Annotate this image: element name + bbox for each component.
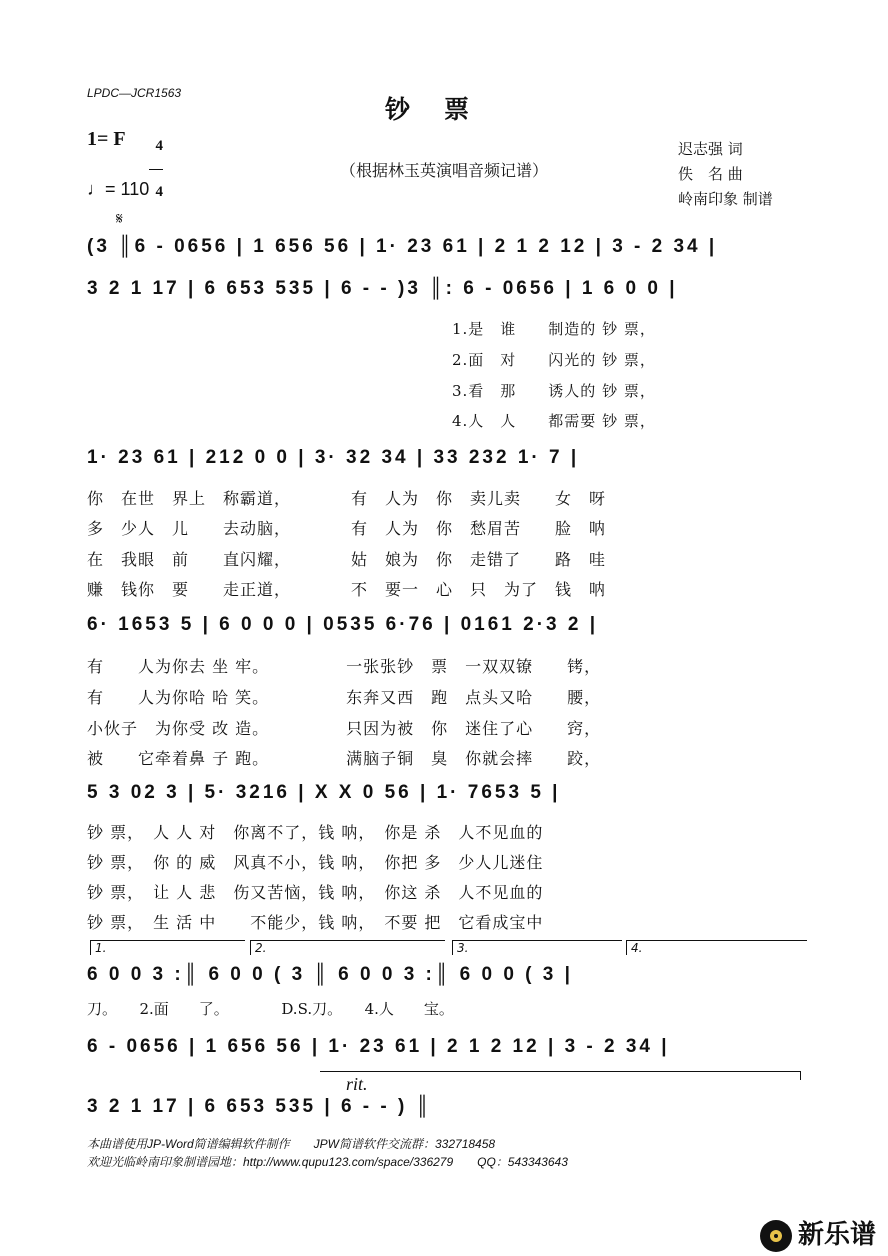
lyric-a-1: 你 在世 界上 称霸道， 有 人为 你 卖儿卖 女 呀: [87, 489, 607, 508]
ending-lyrics: 刀。 2.面 了。 D.S.刀。 4.人 宝。: [87, 1000, 454, 1018]
time-top: 4: [155, 138, 163, 154]
subtitle: （根据林玉英演唱音频记谱）: [339, 161, 548, 180]
verse-line-3: 3.看 那 诱人的 钞 票，: [452, 382, 656, 400]
footer-line-2: 欢迎光临岭南印象制谱园地：http://www.qupu123.com/space/336279 QQ：543343643: [87, 1155, 568, 1169]
lyric-a-3: 在 我眼 前 直闪耀， 姑 娘为 你 走错了 路 哇: [87, 550, 607, 569]
lyric-c-3: 钞 票， 让 人 悲 伤又苦恼，钱 呐， 你这 杀 人不见血的: [87, 883, 544, 902]
score-code: LPDC—JCR1563: [87, 86, 182, 100]
notation-row-6: 6 0 0 3 :║ 6 0 0 ( 3 ║ 6 0 0 3 :║ 6 0 0 ( 3 |: [87, 964, 573, 985]
lyric-b-1: 有 人为你去 坐 牢。 一张张钞 票 一双双镣 铐，: [87, 657, 602, 676]
lyric-c-2: 钞 票， 你 的 威 风真不小，钱 呐， 你把 多 少人儿迷住: [87, 853, 544, 872]
lyric-b-3: 小伙子 为你受 改 造。 只因为被 你 迷住了心 窍，: [87, 719, 602, 738]
segno-sign: 𝄋: [116, 209, 123, 228]
composer-credit: 佚 名 曲: [678, 165, 743, 183]
lyric-c-4: 钞 票， 生 活 中 不能少，钱 呐， 不要 把 它看成宝中: [87, 913, 544, 932]
time-bottom: 4: [155, 184, 163, 200]
notation-row-8: 3 2 1 17 | 6 653 535 | 6 - - ) ║: [87, 1096, 433, 1117]
lyricist-credit: 迟志强 词: [678, 140, 743, 158]
notation-row-2: 3 2 1 17 | 6 653 535 | 6 - - )3 ║: 6 - 0656 | 1 6 0 0 |: [87, 278, 678, 299]
rit-mark: rit.: [346, 1074, 368, 1094]
footer-line-1: 本曲谱使用JP-Word简谱编辑软件制作 JPW简谱软件交流群：332718458: [87, 1137, 496, 1151]
verse-line-1: 1.是 谁 制造的 钞 票，: [452, 320, 656, 338]
notation-row-5: 5 3 02 3 | 5· 3216 | X X 0 56 | 1· 7653 5 |: [87, 782, 561, 803]
record-logo-icon: [758, 1218, 794, 1254]
arranger-credit: 岭南印象 制谱: [678, 190, 773, 208]
lyric-b-2: 有 人为你哈 哈 笑。 东奔又西 跑 点头又哈 腰，: [87, 688, 602, 707]
lyric-c-1: 钞 票， 人 人 对 你离不了，钱 呐， 你是 杀 人不见血的: [87, 823, 544, 842]
lyric-b-4: 被 它牵着鼻 子 跑。 满脑子铜 臭 你就会摔 跤，: [87, 749, 602, 768]
lyric-a-2: 多 少人 儿 去动脑， 有 人为 你 愁眉苦 脸 呐: [87, 519, 607, 538]
lyric-a-4: 赚 钱你 要 走正道， 不 要一 心 只 为了 钱 呐: [87, 580, 607, 599]
notation-row-3: 1· 23 61 | 212 0 0 | 3· 32 34 | 33 232 1· 7 |: [87, 447, 580, 468]
song-title: 钞票: [384, 95, 503, 124]
site-logo: 新乐谱: [798, 1220, 877, 1250]
volta-4: 4.: [626, 940, 807, 955]
key-signature: 1= F: [87, 128, 126, 150]
volta-3: 3.: [452, 940, 622, 955]
notation-row-7: 6 - 0656 | 1 656 56 | 1· 23 61 | 2 1 2 12 | 3 - 2 34 |: [87, 1036, 670, 1057]
tempo-mark: ♩= 110: [87, 179, 150, 199]
verse-line-2: 2.面 对 闪光的 钞 票，: [452, 351, 656, 369]
verse-line-4: 4.人 人 都需要 钞 票，: [452, 412, 656, 430]
volta-2: 2.: [250, 940, 445, 955]
volta-1: 1.: [90, 940, 245, 955]
notation-row-1: (3 ║6 - 0656 | 1 656 56 | 1· 23 61 | 2 1 2 12 | 3 - 2 34 |: [87, 236, 718, 257]
rit-bracket: [320, 1071, 801, 1080]
notation-row-4: 6· 1653 5 | 6 0 0 0 | 0535 6·76 | 0161 2·3 2 |: [87, 614, 599, 635]
